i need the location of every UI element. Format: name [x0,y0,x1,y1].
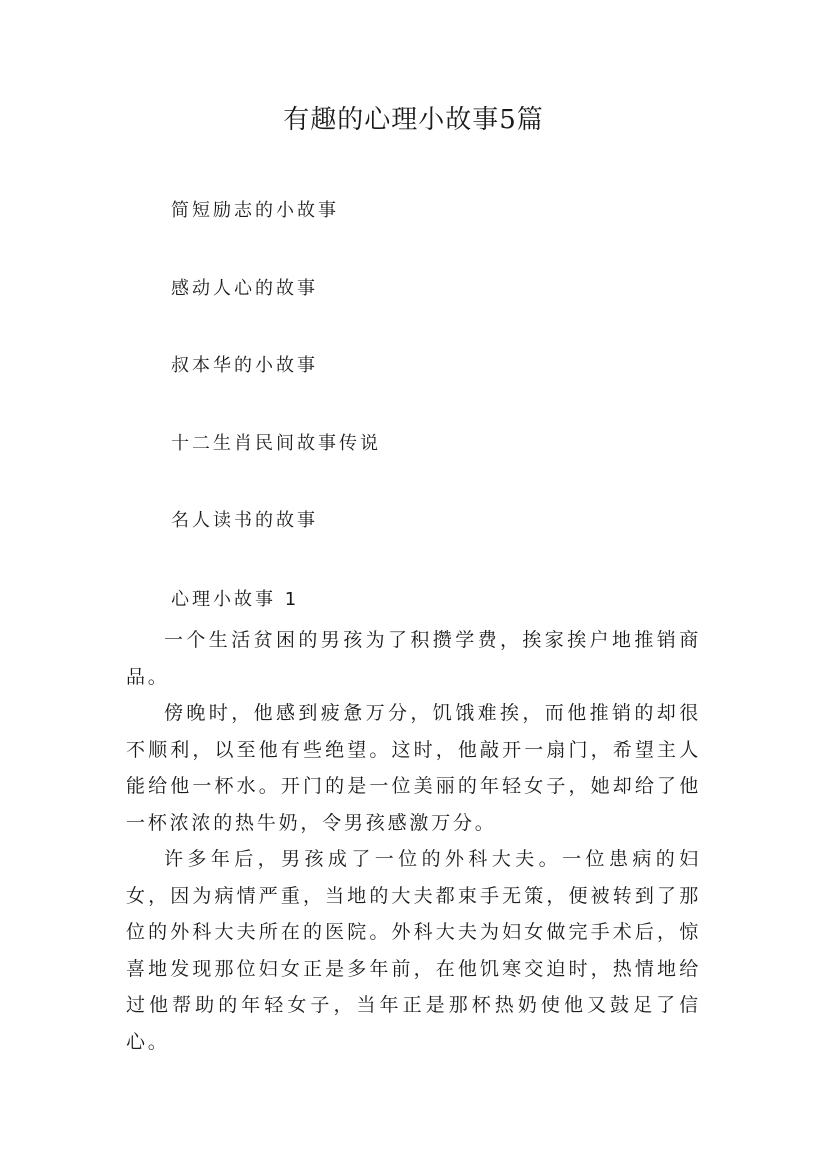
paragraph: 一个生活贫困的男孩为了积攒学费，挨家挨户地推销商品。 [126,629,701,688]
toc-item: 叔本华的小故事 [171,355,318,376]
paragraph: 傍晚时，他感到疲惫万分，饥饿难挨，而他推销的却很不顺利，以至他有些绝望。这时，他敲开一扇门，希望主人能给他一杯水。开门的是一位美丽的年轻女子，她却给了他一杯浓浓的热牛奶，令男孩感激万分。 [126,702,701,834]
toc-item: 名人读书的故事 [171,510,318,531]
story-body [126,622,701,1060]
story-heading: 心理小故事 1 [171,589,300,610]
paragraph: 许多年后，男孩成了一位的外科大夫。一位患病的妇女，因为病情严重，当地的大夫都束手无策，便被转到了那位的外科大夫所在的医院。外科大夫为妇女做完手术后，惊喜地发现那位妇女正是多年前，在他饥寒交迫时，热情地给过他帮助的年轻女子，当年正是那杯热奶使他又鼓足了信心。 [126,848,701,1053]
toc-item: 感动人心的故事 [171,277,318,299]
table-of-contents [171,196,381,584]
toc-item: 简短励志的小故事 [171,200,339,221]
toc-item: 十二生肖民间故事传说 [171,432,381,454]
page-title: 有趣的心理小故事5篇 [283,105,544,135]
